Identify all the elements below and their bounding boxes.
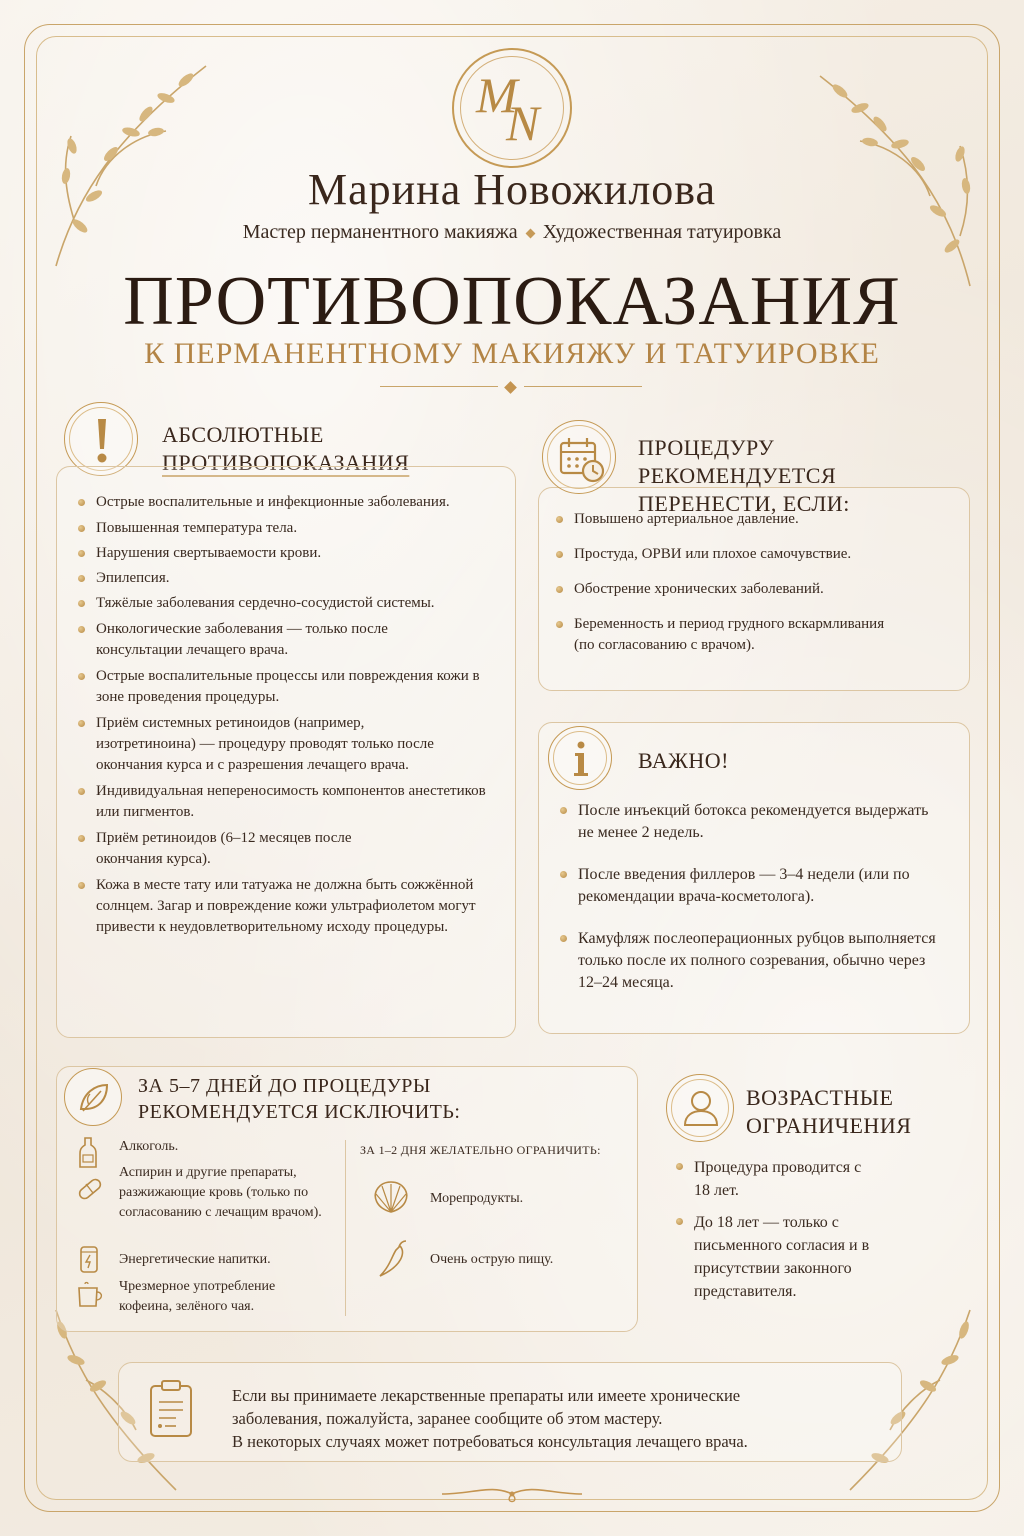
- list-item: Простуда, ОРВИ или плохое самочувствие.: [552, 544, 942, 565]
- page-subtitle: К ПЕРМАНЕНТНОМУ МАКИЯЖУ И ТАТУИРОВКЕ: [144, 337, 880, 370]
- exclude-item-aspirin: Аспирин и другие препараты, разжижающие кровь (только по согласованию с лечащим врачом).: [119, 1165, 322, 1220]
- monogram-letter-m: M: [476, 67, 518, 123]
- calendar-clock-icon: [542, 420, 616, 494]
- subtitle-right: Художественная татуировка: [542, 221, 782, 243]
- list-item: Приём системных ретиноидов (например, изотретиноина) — процедуру проводят только после окончания курса и с разрешения лечащего врача.: [74, 713, 506, 776]
- list-item: Камуфляж послеоперационных рубцов выполняется только после их полного созревания, обычно через 12–24 месяца.: [556, 928, 936, 994]
- list-item: До 18 лет — только с письменного согласия и в присутствии законного представителя.: [672, 1211, 912, 1303]
- important-list: [556, 800, 936, 994]
- list-item: Обострение хронических заболеваний.: [552, 579, 942, 600]
- exclude-item-caffeine: Чрезмерное употребление кофеина, зелёного чая.: [119, 1279, 276, 1314]
- master-name: Марина Новожилова: [307, 165, 717, 214]
- limit-heading: ЗА 1–2 ДНЯ ЖЕЛАТЕЛЬНО ОГРАНИЧИТЬ:: [360, 1143, 601, 1157]
- list-item: После введения филлеров — 3–4 недели (или по рекомендации врача-косметолога).: [556, 864, 936, 908]
- exclude-heading-line1: ЗА 5–7 ДНЕЙ ДО ПРОЦЕДУРЫ: [138, 1075, 431, 1097]
- list-item: Повышено артериальное давление.: [552, 509, 942, 530]
- absolute-heading-line1: АБСОЛЮТНЫЕ: [162, 422, 324, 447]
- list-item: Беременность и период грудного вскармливания (по согласованию с врачом).: [552, 614, 942, 656]
- divider-left: [380, 386, 498, 387]
- absolute-heading-line2: ПРОТИВОПОКАЗАНИЯ: [162, 450, 410, 475]
- tea-cup-icon: [76, 1280, 104, 1310]
- postpone-heading: [638, 434, 978, 518]
- limit-item-seafood: Морепродукты.: [430, 1191, 524, 1206]
- leaf-icon: [64, 1068, 122, 1126]
- footer-note-line3: В некоторых случаях может потребоваться консультация лечащего врача.: [232, 1432, 748, 1451]
- bottom-ornament-icon: [432, 1480, 592, 1508]
- postpone-heading-line1: ПРОЦЕДУРУ РЕКОМЕНДУЕТСЯ: [638, 435, 837, 488]
- list-item: После инъекций ботокса рекомендуется выдержать не менее 2 недель.: [556, 800, 936, 844]
- exclamation-icon: [64, 402, 138, 476]
- page-title: ПРОТИВОПОКАЗАНИЯ: [123, 263, 901, 340]
- footer-note-line2: заболевания, пожалуйста, заранее сообщите об этом мастеру.: [232, 1409, 663, 1428]
- age-heading-line1: ВОЗРАСТНЫЕ: [746, 1085, 894, 1110]
- list-item: Повышенная температура тела.: [74, 518, 506, 539]
- energy-drink-icon: [78, 1244, 100, 1274]
- exclude-item-alcohol: Алкоголь.: [119, 1139, 179, 1154]
- postpone-list: [552, 509, 942, 656]
- limit-item-spicy: Очень острую пищу.: [430, 1252, 554, 1267]
- separator-dot-icon: [525, 228, 535, 238]
- exclude-heading: [138, 1073, 460, 1125]
- person-icon: [666, 1074, 734, 1142]
- clipboard-icon: [146, 1378, 196, 1440]
- monogram-letter-n: N: [506, 95, 540, 151]
- chili-icon: [372, 1238, 412, 1280]
- list-item: Приём ретиноидов (6–12 месяцев после окончания курса).: [74, 828, 506, 870]
- exclude-column-divider: [345, 1140, 346, 1316]
- list-item: Острые воспалительные процессы или повреждения кожи в зоне проведения процедуры.: [74, 666, 506, 708]
- age-heading-line2: ОГРАНИЧЕНИЯ: [746, 1113, 912, 1138]
- monogram-logo: [452, 48, 572, 168]
- list-item: Эпилепсия.: [74, 568, 506, 589]
- list-item: Тяжёлые заболевания сердечно-сосудистой системы.: [74, 593, 506, 614]
- info-icon: [548, 726, 612, 790]
- age-heading: [746, 1084, 911, 1140]
- footer-note-line1: Если вы принимаете лекарственные препараты или имеете хронические: [232, 1386, 741, 1405]
- master-subtitle: [0, 221, 1024, 244]
- list-item: Процедура проводится с 18 лет.: [672, 1156, 912, 1202]
- pill-icon: [72, 1172, 106, 1206]
- list-item: Острые воспалительные и инфекционные заболевания.: [74, 492, 506, 513]
- list-item: Нарушения свертываемости крови.: [74, 543, 506, 564]
- shell-icon: [370, 1178, 412, 1216]
- important-heading: ВАЖНО!: [638, 748, 729, 773]
- list-item: Онкологические заболевания — только после консультации лечащего врача.: [74, 619, 506, 661]
- postpone-heading-line2: ПЕРЕНЕСТИ, ЕСЛИ:: [638, 491, 850, 516]
- list-item: Индивидуальная непереносимость компонентов анестетиков или пигментов.: [74, 781, 506, 823]
- subtitle-left: Мастер перманентного макияжа: [242, 221, 518, 243]
- absolute-list: [74, 492, 506, 938]
- age-list: [672, 1156, 912, 1303]
- divider-right: [524, 386, 642, 387]
- exclude-heading-line2: РЕКОМЕНДУЕТСЯ ИСКЛЮЧИТЬ:: [138, 1101, 461, 1123]
- list-item: Кожа в месте тату или татуажа не должна быть сожжённой солнцем. Загар и повреждение кожи ультрафиолетом могут привести к неудовлетворительному исходу процедуры.: [74, 875, 506, 938]
- exclude-item-energy: Энергетические напитки.: [119, 1252, 271, 1267]
- bottle-icon: [76, 1136, 100, 1170]
- footer-note-text: [232, 1384, 882, 1453]
